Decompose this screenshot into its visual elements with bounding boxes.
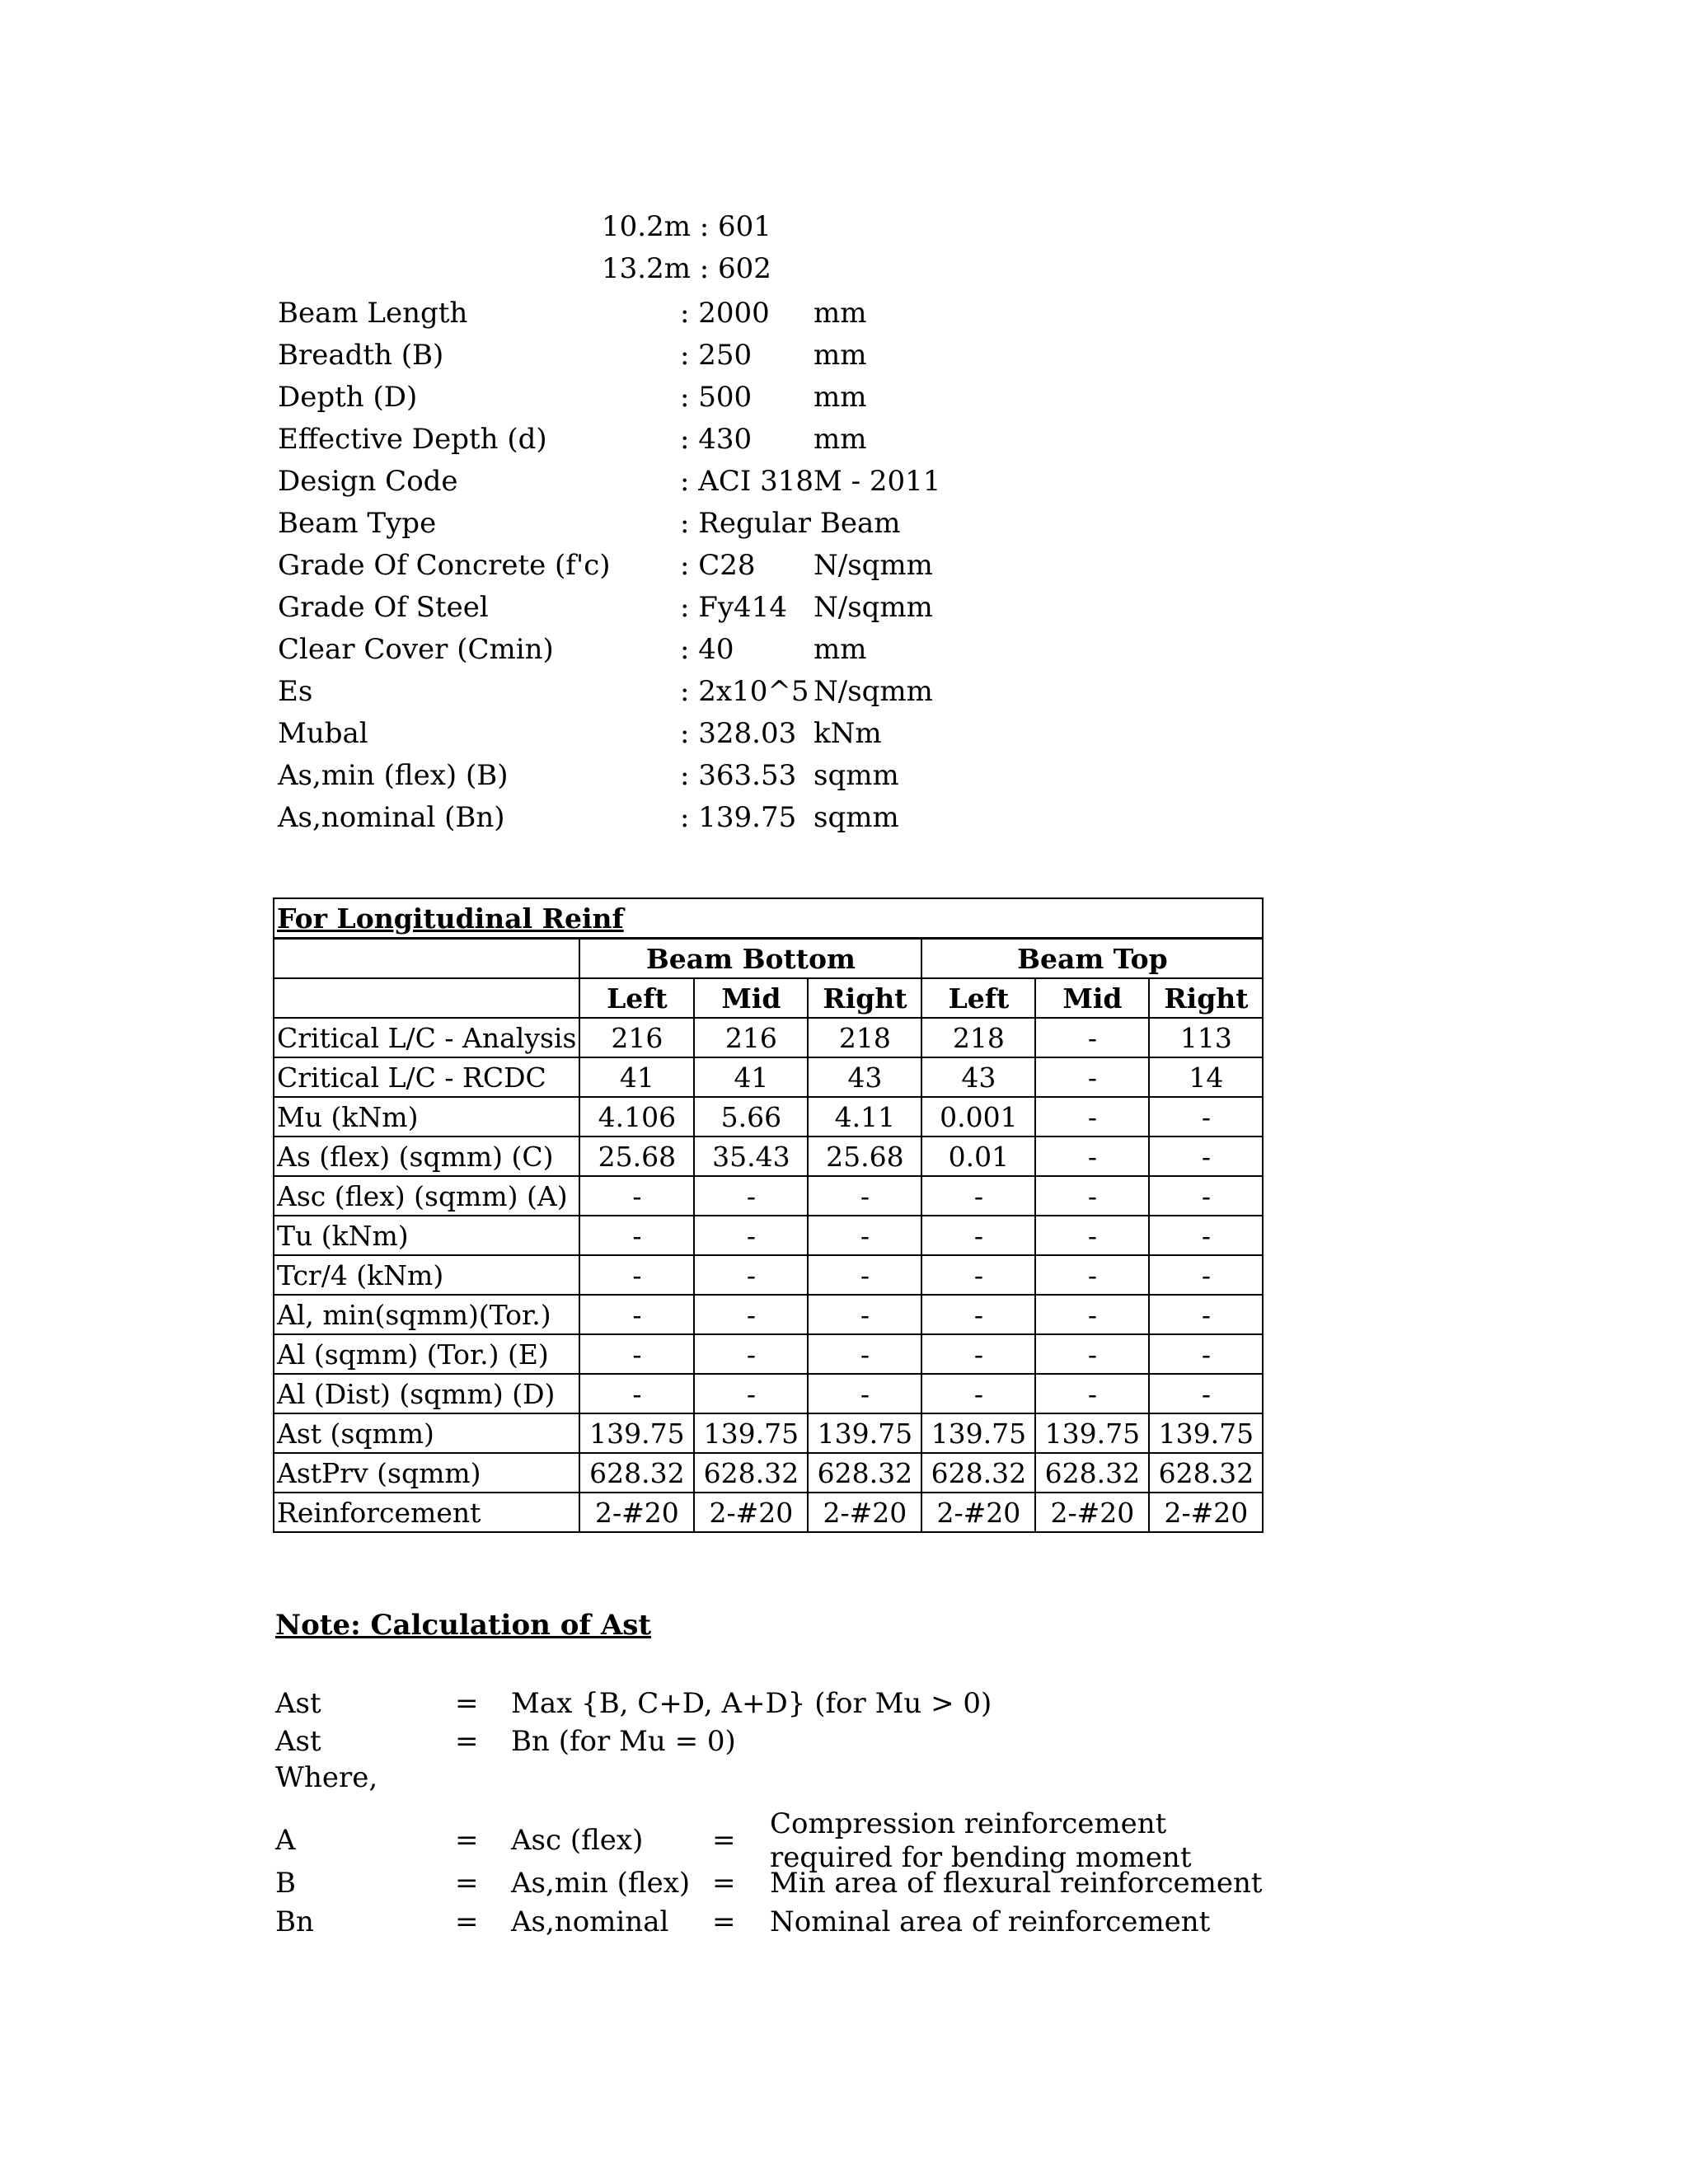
table-cell: 628.32	[694, 1453, 808, 1493]
param-value: : 363.53	[680, 759, 797, 792]
table-title: For Longitudinal Reinf	[274, 898, 1263, 939]
param-row	[278, 759, 1267, 795]
table-row	[274, 1057, 1263, 1097]
table-cell: 216	[579, 1018, 694, 1057]
table-cell: 139.75	[1149, 1413, 1263, 1453]
param-row	[278, 549, 1267, 585]
table-cell: 2-#20	[1149, 1493, 1263, 1532]
row-label: Al (sqmm) (Tor.) (E)	[274, 1334, 579, 1374]
param-unit: N/sqmm	[814, 591, 933, 624]
equation-rhs: Bn (for Mu = 0)	[511, 1725, 736, 1758]
table-cell: -	[808, 1295, 921, 1334]
table-row	[274, 1413, 1263, 1453]
table-cell: 0.01	[921, 1137, 1035, 1176]
definition-name: As,min (flex)	[511, 1867, 691, 1900]
table-cell: -	[808, 1255, 921, 1295]
table-cell: 628.32	[579, 1453, 694, 1493]
table-cell: -	[1035, 1216, 1149, 1255]
table-cell: 628.32	[1035, 1453, 1149, 1493]
row-label: Asc (flex) (sqmm) (A)	[274, 1176, 579, 1216]
definition-symbol: Bn	[275, 1905, 314, 1938]
table-cell: 628.32	[921, 1453, 1035, 1493]
table-cell: 139.75	[808, 1413, 921, 1453]
column-header: Left	[579, 978, 694, 1018]
table-cell: -	[579, 1216, 694, 1255]
group-header-beam-top: Beam Top	[921, 939, 1263, 979]
table-cell: -	[1149, 1295, 1263, 1334]
table-cell: 35.43	[694, 1137, 808, 1176]
table-cell: -	[1035, 1018, 1149, 1057]
column-header: Right	[1149, 978, 1263, 1018]
table-cell: -	[579, 1334, 694, 1374]
equation-lhs: Ast	[275, 1687, 321, 1720]
param-unit: mm	[814, 297, 867, 330]
empty-header-cell	[274, 939, 579, 979]
table-cell: 25.68	[579, 1137, 694, 1176]
param-label: Depth (D)	[278, 381, 418, 414]
table-cell: -	[921, 1334, 1035, 1374]
param-label: As,min (flex) (B)	[278, 759, 509, 792]
table-cell: 628.32	[808, 1453, 921, 1493]
equation-rhs: Max {B, C+D, A+D} (for Mu > 0)	[511, 1687, 992, 1720]
table-cell: -	[921, 1295, 1035, 1334]
param-unit: mm	[814, 339, 867, 372]
table-cell: -	[1149, 1176, 1263, 1216]
param-unit: mm	[814, 633, 867, 666]
table-cell: 139.75	[1035, 1413, 1149, 1453]
table-cell: -	[694, 1334, 808, 1374]
header-id: 601	[718, 210, 771, 243]
table-cell: 218	[808, 1018, 921, 1057]
definition-description: Compression reinforcement required for bending moment	[770, 1807, 1192, 1874]
row-label: Al (Dist) (sqmm) (D)	[274, 1374, 579, 1413]
param-label: As,nominal (Bn)	[278, 801, 505, 834]
param-label: Design Code	[278, 465, 458, 498]
param-value: : 2x10^5	[680, 675, 809, 708]
param-value: : Fy414	[680, 591, 787, 624]
table-row	[274, 1176, 1263, 1216]
param-unit: mm	[814, 381, 867, 414]
group-header-beam-bottom: Beam Bottom	[579, 939, 921, 979]
header-line-2	[602, 252, 771, 285]
column-header: Mid	[1035, 978, 1149, 1018]
table-cell: -	[1035, 1255, 1149, 1295]
table-cell: 139.75	[579, 1413, 694, 1453]
table-cell: -	[921, 1216, 1035, 1255]
table-cell: 2-#20	[694, 1493, 808, 1532]
equation-lhs: Ast	[275, 1725, 321, 1758]
param-row	[278, 591, 1267, 627]
param-value: : 2000	[680, 297, 770, 330]
definition-description: Min area of flexural reinforcement	[770, 1867, 1263, 1900]
table-cell: 5.66	[694, 1097, 808, 1137]
table-cell: -	[921, 1176, 1035, 1216]
table-cell: -	[1149, 1374, 1263, 1413]
param-label: Effective Depth (d)	[278, 423, 547, 456]
table-row	[274, 1453, 1263, 1493]
row-label: Mu (kNm)	[274, 1097, 579, 1137]
param-label: Beam Length	[278, 297, 468, 330]
table-row	[274, 1255, 1263, 1295]
param-unit: N/sqmm	[814, 675, 933, 708]
param-row	[278, 381, 1267, 417]
table-cell: -	[1149, 1137, 1263, 1176]
column-header: Right	[808, 978, 921, 1018]
definition-description: Nominal area of reinforcement	[770, 1905, 1211, 1938]
table-cell: -	[1035, 1374, 1149, 1413]
param-unit: sqmm	[814, 759, 899, 792]
param-row	[278, 465, 1267, 501]
equals-sign: =	[712, 1867, 736, 1900]
table-cell: 0.001	[921, 1097, 1035, 1137]
param-unit: N/sqmm	[814, 549, 933, 582]
table-cell: 4.11	[808, 1097, 921, 1137]
table-cell: 628.32	[1149, 1453, 1263, 1493]
table-cell: 4.106	[579, 1097, 694, 1137]
table-row	[274, 1216, 1263, 1255]
where-label: Where,	[275, 1761, 378, 1794]
equals-sign: =	[712, 1824, 736, 1857]
param-row	[278, 507, 1267, 543]
row-label: Tcr/4 (kNm)	[274, 1255, 579, 1295]
header-length: 13.2m	[602, 252, 691, 285]
param-value: : 430	[680, 423, 753, 456]
definition-name: As,nominal	[511, 1905, 669, 1938]
header-line-1	[602, 210, 771, 243]
table-cell: 41	[694, 1057, 808, 1097]
row-label: Reinforcement	[274, 1493, 579, 1532]
header-sep: :	[699, 210, 710, 243]
row-label: Al, min(sqmm)(Tor.)	[274, 1295, 579, 1334]
definition-name: Asc (flex)	[511, 1824, 644, 1857]
table-cell: 2-#20	[808, 1493, 921, 1532]
table-row	[274, 1097, 1263, 1137]
row-label: Tu (kNm)	[274, 1216, 579, 1255]
param-row	[278, 801, 1267, 837]
param-unit: mm	[814, 423, 867, 456]
table-cell: -	[579, 1374, 694, 1413]
table-cell: -	[1035, 1176, 1149, 1216]
table-cell: -	[579, 1176, 694, 1216]
param-value: : Regular Beam	[680, 507, 901, 540]
table-cell: -	[1149, 1216, 1263, 1255]
notes-title: Note: Calculation of Ast	[275, 1609, 652, 1642]
param-label: Mubal	[278, 717, 368, 750]
empty-header-cell	[274, 978, 579, 1018]
param-label: Es	[278, 675, 313, 708]
row-label: As (flex) (sqmm) (C)	[274, 1137, 579, 1176]
column-header: Mid	[694, 978, 808, 1018]
table-row	[274, 1295, 1263, 1334]
param-unit: kNm	[814, 717, 882, 750]
table-row	[274, 1374, 1263, 1413]
param-row	[278, 297, 1267, 333]
param-label: Clear Cover (Cmin)	[278, 633, 554, 666]
param-label: Grade Of Concrete (f'c)	[278, 549, 611, 582]
param-unit: sqmm	[814, 801, 899, 834]
definition-symbol: B	[275, 1867, 296, 1900]
table-cell: -	[808, 1334, 921, 1374]
param-row	[278, 717, 1267, 753]
table-cell: 14	[1149, 1057, 1263, 1097]
header-id: 602	[718, 252, 771, 285]
table-row	[274, 1334, 1263, 1374]
table-cell: 2-#20	[1035, 1493, 1149, 1532]
param-value: : ACI 318M - 2011	[680, 465, 941, 498]
table-cell: -	[694, 1374, 808, 1413]
param-label: Grade Of Steel	[278, 591, 489, 624]
table-cell: -	[808, 1374, 921, 1413]
table-row	[274, 1018, 1263, 1057]
header-sep: :	[699, 252, 710, 285]
table-cell: -	[921, 1374, 1035, 1413]
row-label: Critical L/C - Analysis	[274, 1018, 579, 1057]
param-label: Breadth (B)	[278, 339, 444, 372]
equals-sign: =	[455, 1905, 479, 1938]
table-cell: -	[579, 1295, 694, 1334]
table-cell: 43	[921, 1057, 1035, 1097]
table-cell: 218	[921, 1018, 1035, 1057]
param-row	[278, 423, 1267, 459]
table-cell: 43	[808, 1057, 921, 1097]
longitudinal-reinforcement-table	[273, 898, 1264, 1533]
header-length: 10.2m	[602, 210, 691, 243]
table-cell: 216	[694, 1018, 808, 1057]
table-cell: -	[1149, 1255, 1263, 1295]
table-cell: -	[694, 1216, 808, 1255]
table-cell: -	[808, 1216, 921, 1255]
equals-sign: =	[455, 1687, 479, 1720]
equals-sign: =	[455, 1867, 479, 1900]
table-cell: -	[1149, 1097, 1263, 1137]
table-cell: -	[808, 1176, 921, 1216]
table-cell: -	[1035, 1334, 1149, 1374]
table-cell: 25.68	[808, 1137, 921, 1176]
param-value: : 40	[680, 633, 734, 666]
table-row	[274, 1493, 1263, 1532]
table-cell: -	[694, 1295, 808, 1334]
table-cell: 139.75	[694, 1413, 808, 1453]
row-label: Critical L/C - RCDC	[274, 1057, 579, 1097]
equals-sign: =	[455, 1725, 479, 1758]
param-label: Beam Type	[278, 507, 437, 540]
param-row	[278, 339, 1267, 375]
table-cell: -	[1035, 1097, 1149, 1137]
table-row	[274, 1137, 1263, 1176]
table-cell: -	[694, 1255, 808, 1295]
param-row	[278, 675, 1267, 711]
table-cell: -	[1149, 1334, 1263, 1374]
table-cell: 41	[579, 1057, 694, 1097]
definition-symbol: A	[275, 1824, 296, 1857]
table-cell: -	[1035, 1137, 1149, 1176]
param-value: : 328.03	[680, 717, 797, 750]
table-cell: 2-#20	[579, 1493, 694, 1532]
table-cell: -	[1035, 1295, 1149, 1334]
table-cell: -	[579, 1255, 694, 1295]
table-cell: -	[1035, 1057, 1149, 1097]
param-value: : 250	[680, 339, 753, 372]
param-value: : 500	[680, 381, 753, 414]
param-value: : C28	[680, 549, 756, 582]
table-cell: -	[694, 1176, 808, 1216]
row-label: AstPrv (sqmm)	[274, 1453, 579, 1493]
row-label: Ast (sqmm)	[274, 1413, 579, 1453]
table-cell: 113	[1149, 1018, 1263, 1057]
equals-sign: =	[712, 1905, 736, 1938]
table-cell: 2-#20	[921, 1493, 1035, 1532]
param-value: : 139.75	[680, 801, 797, 834]
table-cell: 139.75	[921, 1413, 1035, 1453]
table-cell: -	[921, 1255, 1035, 1295]
param-row	[278, 633, 1267, 669]
equals-sign: =	[455, 1824, 479, 1857]
column-header: Left	[921, 978, 1035, 1018]
